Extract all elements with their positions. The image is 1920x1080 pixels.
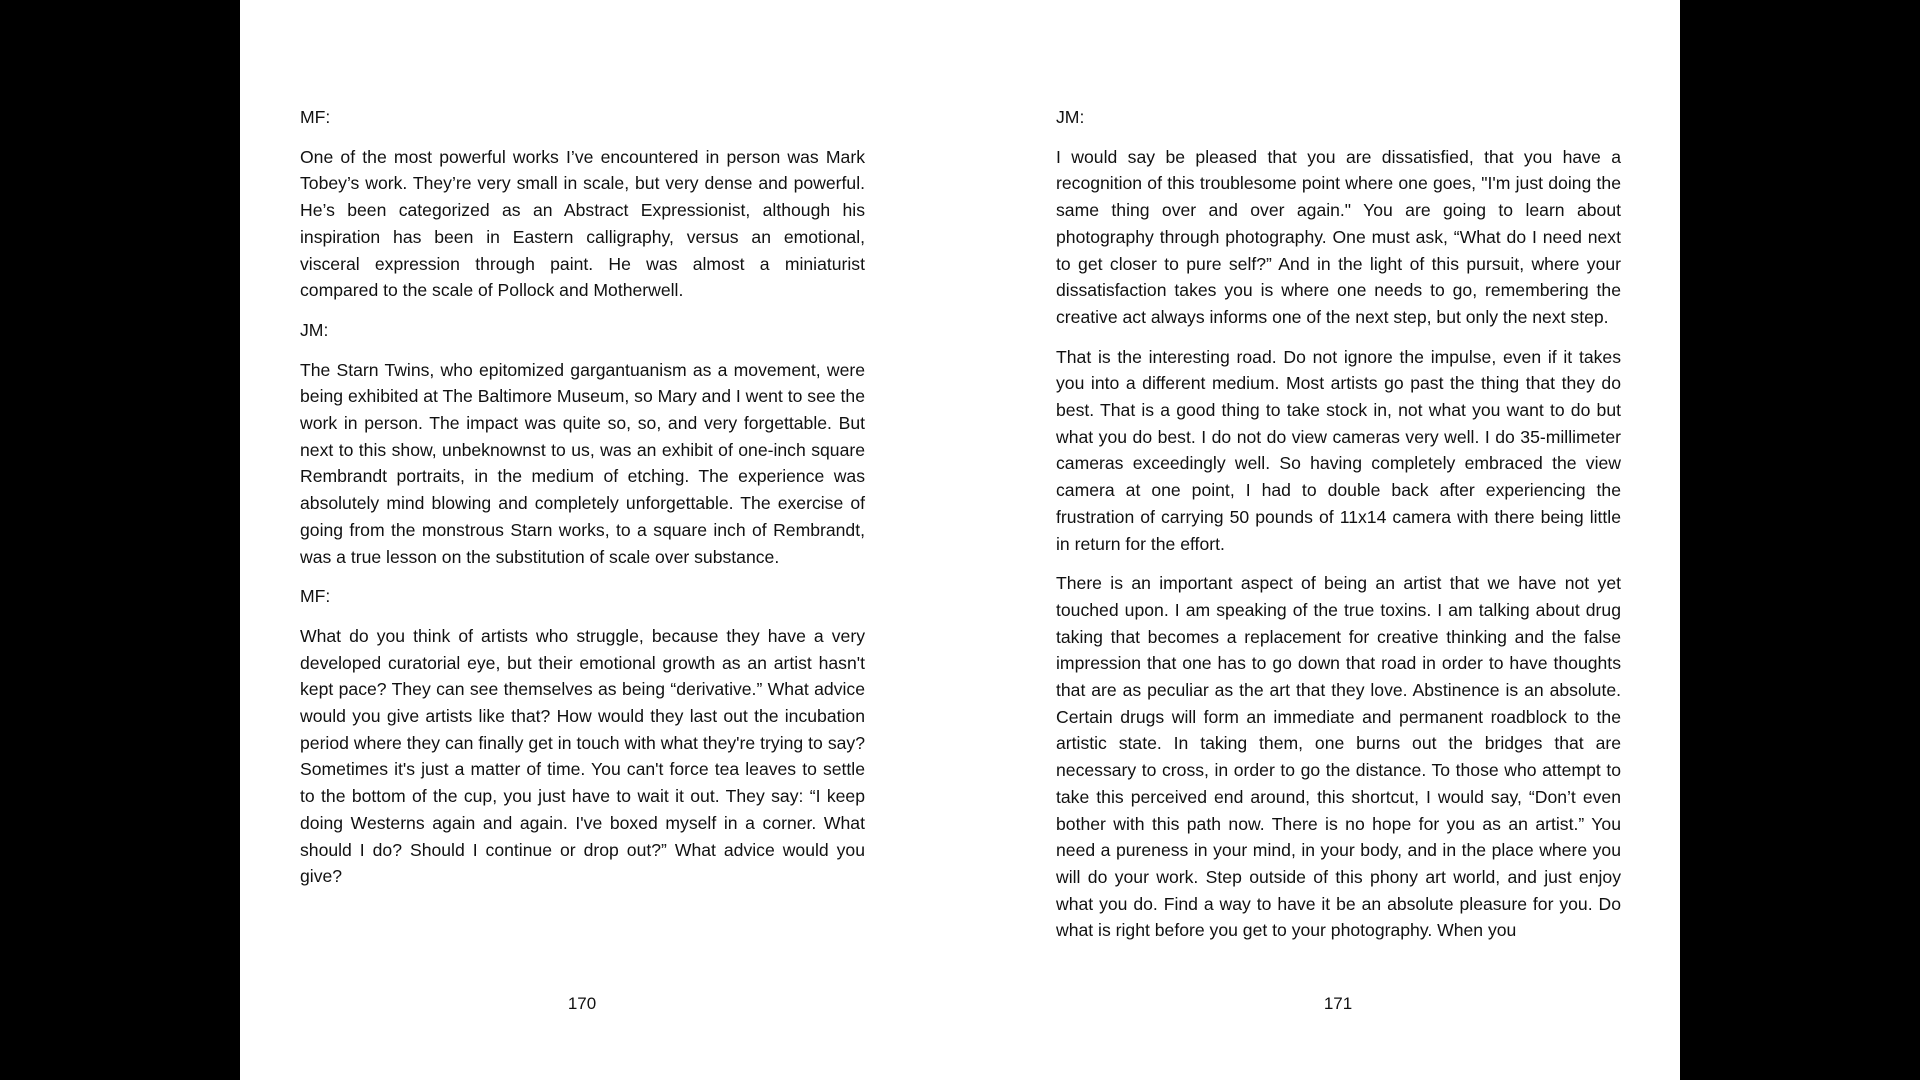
speaker-label: JM:: [1056, 107, 1085, 127]
left-page: [240, 0, 960, 1080]
right-page: [960, 0, 1680, 1080]
paragraph: I would say be pleased that you are dissatisfied, that you have a recognition of this troublesome point where one goes, "I'm just doing the same thing over and over again." You are going to learn about photography through photography. One must ask, “What do I need next to get closer to pure self?” And in the light of this pursuit, where your dissatisfaction takes you is where one needs to go, remembering the creative act always informs one of the next step, but only the next step.: [1056, 146, 1621, 327]
page-number: 170: [567, 994, 597, 1013]
speaker-label: JM:: [300, 319, 329, 340]
paragraph: What do you think of artists who struggle, because they have a very developed curatorial eye, but their emotional growth as an artist hasn't kept pace? They can see themselves as being “derivative.” What advice would you give artists like that? How would they last out the incubation period where they can finally get in touch with what they're trying to say? Sometimes it's just a matter of time. You can't force tea leaves to settle to the bottom of the cup, you just have to wait it out. They say: “I keep doing Westerns again and again. I've boxed myself in a corner. What should I do? Should I continue or drop out?” What advice would you give?: [300, 625, 865, 887]
speaker-label: MF:: [300, 107, 331, 127]
paragraph: There is an important aspect of being an artist that we have not yet touched upon. I am speaking of the true toxins. I am talking about drug taking that becomes a replacement for creative thinking and the false impression that one has to go down that road in order to have thoughts that are as peculiar as the art that they love. Abstinence is an absolute. Certain drugs will form an immediate and permanent roadblock to the artistic state. In taking them, one burns out the bridges that are necessary to cross, in order to go the distance. To those who attempt to take this perceived end around, this shortcut, I would say, “Don’t even bother with this path now. There is no hope for you as an artist.” You need a pureness in your mind, in your body, and in the place where you will do your work. Step outside of this phony art world, and just enjoy what you do. Find a way to have it be an absolute pleasure for you. Do what is right before you get to your photography. When you: [1056, 573, 1621, 941]
page-number: 171: [1323, 994, 1353, 1013]
paragraph: The Starn Twins, who epitomized gargantuanism as a movement, were being exhibited at The Baltimore Museum, so Mary and I went to see the work in person. The impact was quite so, so, and very forgettable. But next to this show, unbeknownst to us, was an exhibit of one-inch square Rembrandt portraits, in the medium of etching. The experience was absolutely mind blowing and completely unforgettable. The exercise of going from the monstrous Starn works, to a square inch of Rembrandt, was a true lesson on the substitution of scale over substance.: [300, 359, 865, 567]
paragraph: That is the interesting road. Do not ignore the impulse, even if it takes you into a different medium. Most artists go past the thing that they do best. That is a good thing to take stock in, not what you want to do but what you do best. I do not do view cameras very well. I do 35-millimeter cameras exceedingly well. So having completely embraced the view camera at one point, I had to double back after experiencing the frustration of carrying 50 pounds of 11x14 camera with there being little in return for the effort.: [1056, 346, 1621, 554]
book-spread: [240, 0, 1680, 1080]
left-page-body: [300, 104, 865, 903]
speaker-label: MF:: [300, 586, 331, 607]
paragraph: One of the most powerful works I’ve encountered in person was Mark Tobey’s work. They’re very small in scale, but very dense and powerful. He’s been categorized as an Abstract Expressionist, although his inspiration has been in Eastern calligraphy, versus an emotional, visceral expression through paint. He was almost a miniaturist compared to the scale of Pollock and Motherwell.: [300, 146, 865, 301]
right-page-body: [1056, 104, 1621, 957]
